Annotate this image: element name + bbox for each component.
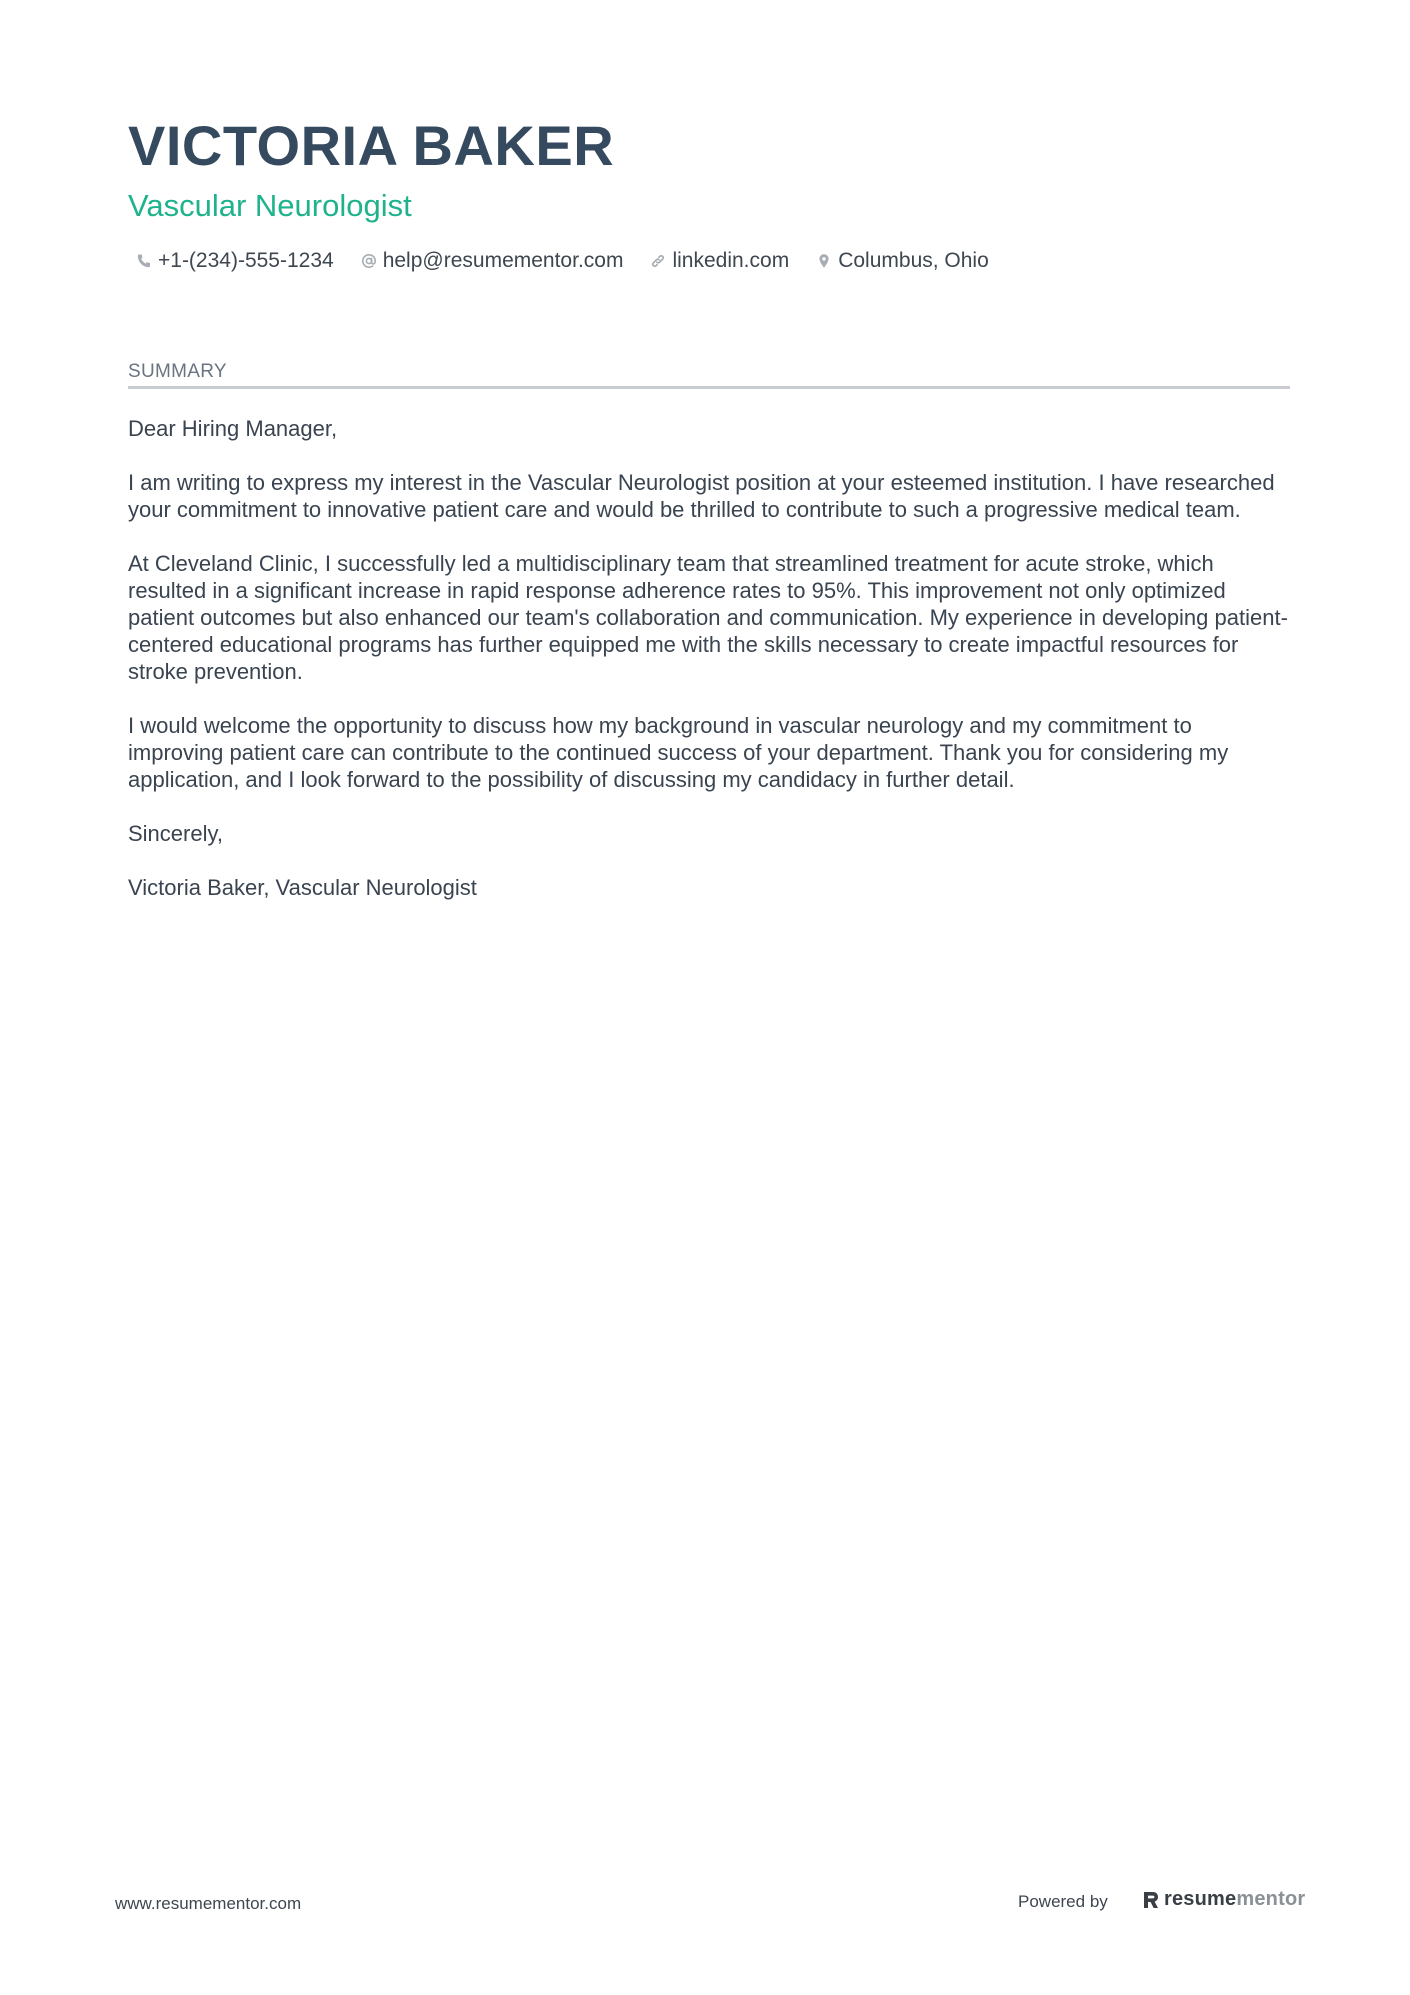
footer-website-link[interactable]: www.resumementor.com: [115, 1894, 302, 1913]
resumementor-mark-icon: [1142, 1890, 1160, 1910]
candidate-name: VICTORIA BAKER: [128, 114, 615, 177]
letter-paragraph: At Cleveland Clinic, I successfully led a multidisciplinary team that streamlined treatment for acute stroke, which resulted in a significant increase in rapid response adherence rates to 95%. This improvement not only optimized patient outcomes but also enhanced our team's collaboration and communication. My experience in developing patient-centered educational programs has further equipped me with the skills necessary to create impactful resources for stroke prevention.: [128, 551, 1288, 684]
job-title: Vascular Neurologist: [128, 188, 412, 223]
powered-by-label: Powered by: [1018, 1892, 1108, 1911]
letter-signature: Victoria Baker, Vascular Neurologist: [128, 875, 477, 900]
brand-name-light: mentor: [1236, 1888, 1306, 1910]
contact-phone-text: +1-(234)-555-1234: [158, 249, 334, 272]
letter-paragraph: I would welcome the opportunity to discuss how my background in vascular neurology and my commitment to improving patient care can contribute to the continued success of your department. Thank you for considering my application, and I look forward to the possibility of discussing my candidacy in further detail.: [128, 713, 1229, 792]
contact-linkedin-text: linkedin.com: [672, 249, 790, 272]
contact-email-text: help@resumementor.com: [382, 249, 624, 272]
resumementor-logo[interactable]: [1142, 1888, 1305, 1911]
letter-body: [128, 415, 1293, 928]
brand-name-strong: resume: [1164, 1888, 1237, 1910]
section-title-summary: SUMMARY: [128, 361, 227, 382]
letter-paragraph: I am writing to express my interest in the Vascular Neurologist position at your esteemed institution. I have researched your commitment to innovative patient care and would be thrilled to contribute to such a progressive medical team.: [128, 470, 1275, 522]
at-icon: [361, 253, 377, 269]
contact-phone: [136, 247, 334, 275]
contact-bar: [136, 246, 989, 276]
contact-location: [816, 247, 989, 275]
contact-location-text: Columbus, Ohio: [838, 249, 989, 272]
contact-email: [361, 247, 624, 275]
phone-icon: [136, 253, 152, 269]
section-divider: [128, 386, 1290, 389]
contact-linkedin: [650, 247, 789, 275]
link-icon: [650, 253, 666, 269]
letter-closing: Sincerely,: [128, 821, 223, 846]
letter-greeting: Dear Hiring Manager,: [128, 416, 338, 441]
location-pin-icon: [816, 253, 832, 269]
